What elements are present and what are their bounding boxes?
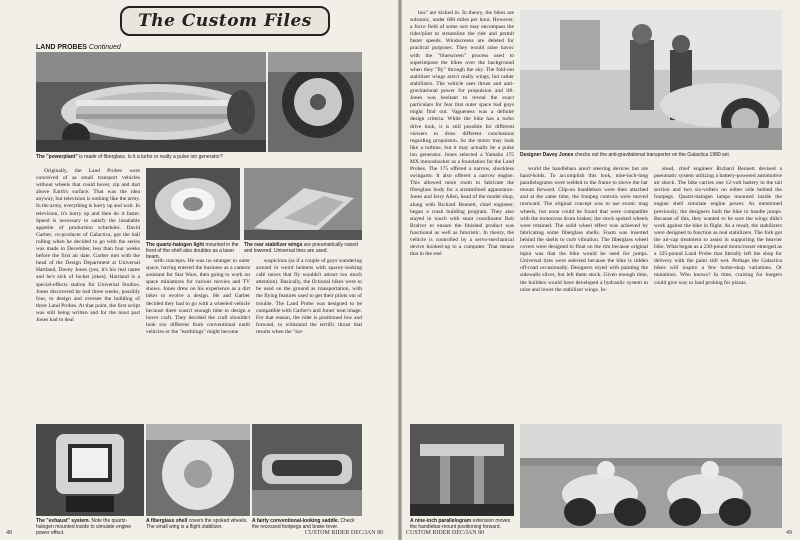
caption-shell-lead: A fiberglass shell [146,518,188,524]
section-title: LAND PROBES [36,44,87,51]
caption-exhaust-lead: The "exhaust" system. [36,518,90,524]
caption-conventional [252,518,362,530]
photo-exhaust [36,424,144,516]
caption-shell-text: covers the spoked wheels. The small wing is a flight stabilizer. [146,518,248,530]
text-column-2 [146,258,250,420]
magazine-footer-left: CUSTOM RIDER DEC/JAN 80 [305,530,384,536]
photo-saddle [252,424,362,516]
caption-designer-text: checks out the anti-gravitational transporter on the Galactica 1980 set. [573,152,731,158]
right-page [402,0,800,540]
page-number-left: 48 [6,530,12,536]
column-2-text: with concepts. He was no stranger to outer space, having entered the business as a camera assistant for Star Wars, then going to work on space miniatures for various movies and TV shows. Jones drew on his experience as a dirt biker to evolve a design. He and Garber decided they had to go with a wheeled vehicle because there wasn't enough time to design a hover craft. They decided the craft shouldn't look too different from conventional earth vehicles or the "earthlings" might become [146,258,250,335]
caption-powerplant-text: is made of fiberglass. Is it a turbo or really a pulse ion generator? [77,154,223,160]
column-banner [120,6,330,36]
caption-designer-lead: Designer Davey Jones [520,152,574,158]
photo-two-bikes-riding [520,424,782,528]
column-4-text: bos" are kicked in. In theory, the bikes are subsonic, under 600 miles per hour. However, a force field of some sort may encompass the rider/pilot to streamline the ride and permit faster speeds. Windscreens are deleted for practical purposes. They would raise havoc with the "bluescreen" process used to superimpose the bikes over the background when they "fly" through the sky. The fold-out stabilizer wings aren't really wings, but rather stabilizers. The vehicle uses thrust and anti-gravitational power for propulsion and lift. Jones was hesitant to reveal the exact particulars for fear that outer space bad guys might find out. Vagueness was a definite design criteria. While the bike has a turbo drive look, it is still possible for different viewers to draw different conclusions regarding propulsion. So the motor may look like a turbine, but it may actually be a pulse ion generator. Jones selected a Yamaha 175 MX monoshocker as a foundation for the Land Probes. The 175 offered a narrow, shockless swingarm. It also offered a narrow engine. This allowed more room to fabricate the fiberglass body for a streamlined appearance. Jones and Jerry Allen, head of the model shop, along with Richard Bennett, chief engineer, began a crash building program. They also stayed in touch with stunt coordinator Bob Bralver to ensure the finished product was functional as well as futuristic. In theory, the vehicle is controlled by a servo-mechanical device hooked-up to a computer. That means that in the reel [410,10,514,258]
caption-conventional-text: Check the recessed footpegs and brake lever. [252,518,355,530]
photo-designer [520,10,782,150]
caption-parallelogram-lead: A nine-inch parallelogram [410,518,472,524]
column-6-text: stead, chief engineer Richard Bennett devised a pneumatic system utilizing a battery-powered automotive air shock. The bike carries one 12-volt battery in the tail section and two six-volters on either side behind the footpegs. Quartz-halogen lamps mounted inside the engine shell simulate engine power. As mentioned previously, the designers built the bike to handle jumps. Because of this, they wanted to be sure the wings didn't work against the bike in flight. As a result, the stabilizers were designed to function as real stabilizers. The fork got the air-cap treatment to assist in supporting the heavier bike. What began as a 230-pound motocrosser emerged as a 325-pound Land Probe that literally left the shop for delivery with the paint still wet. Perhaps the Galactica bikes will inspire a few home-shop variations. Or mutations. Who knows? In time, cruising for burgers could give way to land probing for pizzas. [654,166,782,286]
page-number-right: 49 [786,530,792,536]
photo-parallelogram [410,424,514,516]
text-column-5 [520,166,648,420]
photo-wheel-detail [268,52,362,152]
magazine-footer-right: CUSTOM RIDER DEC/JAN 80 [406,530,485,536]
caption-exhaust-text: Note the quartz-halogen mounted inside to simulate engine power effect. [36,518,132,536]
caption-exhaust [36,518,144,536]
caption-designer [520,152,782,158]
photo-stabilizer-wings [244,168,362,240]
photo-powerplant [36,52,266,152]
caption-parallelogram [410,518,514,530]
caption-stabilizer-text: are pneumatically raised and lowered. Universal tires are used. [244,242,358,254]
text-column-6 [654,166,782,420]
column-5-text: world the handlebars aren't steering devices but are hand-holds. To accomplish this look, nine-inch-long parallelograms were welded to the frame to shove the bar mount forward. Clip-on handlebars were then attached and at the same time, the footpeg controls were moved rearward. The original concept was to use exotic mag wheels, but none could be found that were compatible with the motocross drum brakes; the stock spoked wheels were retained. The solid wheel effect was achieved by fabricating some fiberglass shells. Foam was inserted behind the shells to curb vibration. The fiberglass wheel covers were designed to float on the rim because original input was that the bike would be used for jumps. Universal tires were selected because the bike is ridden off-road occasionally. Designers toyed with painting the sidewalls silver, but left them stock. Given enough time, the builders would have developed a hydraulic system to raise and lower the stabilizer wings. In- [520,166,648,293]
section-heading [36,44,121,51]
caption-powerplant-lead: The "powerplant" [36,154,78,160]
caption-halogen-text: mounted in the front of the shell also doubles as a laser beam. [146,242,239,260]
caption-halogen-lead: The quartz-halogen light [146,242,205,248]
caption-parallelogram-text: extension moves the handlebar-mount positioning forward. [410,518,511,530]
text-column-1 [36,168,140,420]
caption-shell [146,518,250,530]
photo-halogen-light [146,168,240,240]
caption-stabilizer [244,242,362,254]
section-continued: Continued [88,44,121,51]
column-3-text: suspicious (as if a couple of guys wandering around in weird helmets with spacey-looking café racers that fly wouldn't attract too much attention). Basically, the fictional bikes were to be used on the ground as transportation, with the flying features used to get their pilots out of trouble. The Land Probe was designed to be compatible with Garber's and Jones' neat image. For that reason, the rider is positioned low and forward, to withstand the terrific thrust that results when the "tur- [256,258,362,335]
photo-fiberglass-shell [146,424,250,516]
banner-title: The Custom Files [138,11,312,31]
column-1-text: Originally, the Land Probes were conceived of as small transport vehicles without wheels that could hover, zip and dart above Earth's surface. That was the idea anyway, but television is nothing like the army. In the army, everything is hurry up and wait. In television, it's hurry up and then do it faster. Speed is necessary to satisfy the insatiable appetite of production schedules. David Garber, co-producer of Galactica, got the ball rolling when he decided to go with the series was made in December, less than four weeks before the first air date. Garber met with the head of the Design Department at Universal Hartland, Davey Jones (yes, it's his real name and he's sick of locker jokes). Hartland is a special-effects station for Universal Studios. Jones discovered he had three weeks, possibly four, to design and oversee the building of three Land Probes. At that point, the first script was still being written and for the most part Jones had to deal [36,168,140,323]
text-column-4 [410,10,514,420]
caption-stabilizer-lead: The rear stabilizer wings [244,242,303,248]
caption-powerplant [36,154,362,160]
caption-conventional-lead: A fairly conventional-looking saddle. [252,518,340,524]
text-column-3 [256,258,362,420]
left-page [0,0,398,540]
